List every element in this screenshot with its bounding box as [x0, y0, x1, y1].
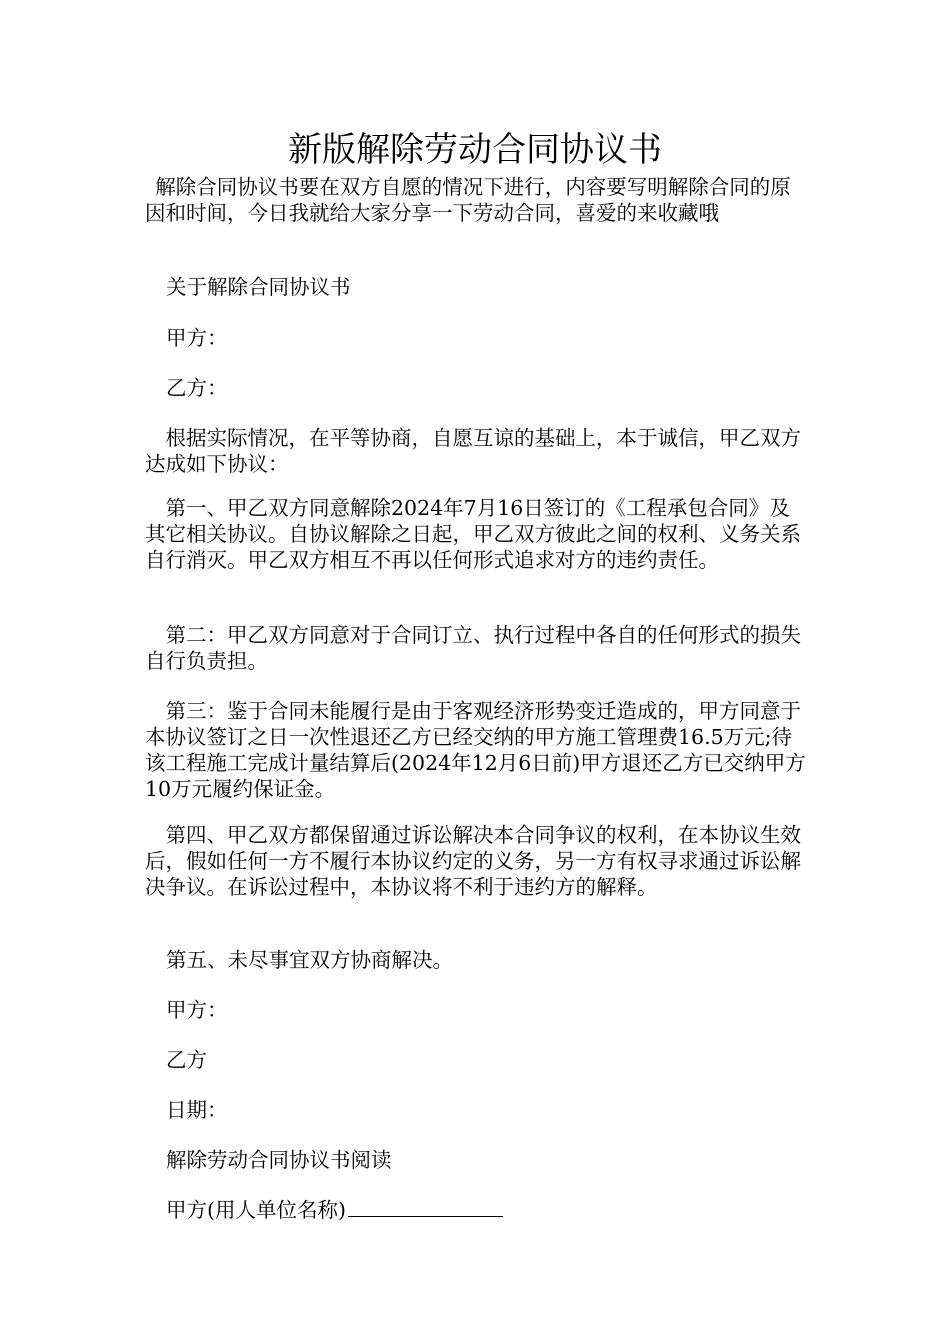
employer-name-label: 甲方(用人单位名称) — [166, 1198, 346, 1222]
reading-heading: 解除劳动合同协议书阅读 — [166, 1148, 392, 1172]
clause-5-paragraph: 第五、未尽事宜双方协商解决。 — [166, 948, 453, 972]
clause-2-paragraph: 第二：甲乙双方同意对于合同订立、执行过程中各自的任何形式的损失自行负责担。 — [145, 623, 801, 673]
intro-paragraph — [145, 174, 810, 226]
intro-text: 解除合同协议书要在双方自愿的情况下进行，内容要写明解除合同的原因和时间，今日我就给大家分享一下劳动合同，喜爱的来收藏哦 — [145, 175, 791, 225]
signature-date-label: 日期： — [166, 1098, 228, 1122]
clause-1-paragraph: 第一、甲乙双方同意解除2024年7月16日签订的《工程承包合同》及其它相关协议。自协议解除之日起，甲乙双方彼此之间的权利、义务关系自行消灭。甲乙双方相互不再以任何形式追求对方的违约责任。 — [145, 496, 801, 572]
signature-party-a-label: 甲方： — [166, 998, 228, 1022]
agreement-heading: 关于解除合同协议书 — [166, 275, 351, 299]
party-b-label: 乙方： — [166, 376, 228, 400]
preamble-paragraph: 根据实际情况，在平等协商，自愿互谅的基础上，本于诚信，甲乙双方达成如下协议： — [145, 426, 801, 476]
signature-party-b-label: 乙方 — [166, 1048, 207, 1072]
employer-name-blank[interactable] — [348, 1198, 503, 1217]
clause-3-paragraph: 第三：鉴于合同未能履行是由于客观经济形势变迁造成的，甲方同意于本协议签订之日一次性退还乙方已经交纳的甲方施工管理费16.5万元;待该工程施工完成计量结算后(2024年12月6日前)甲方退还乙方已交纳甲方10万元履约保证金。 — [145, 699, 806, 801]
document-title: 新版解除劳动合同协议书 — [288, 130, 662, 170]
employer-name-line — [145, 1197, 831, 1223]
clause-4-paragraph: 第四、甲乙双方都保留通过诉讼解决本合同争议的权利，在本协议生效后，假如任何一方不履行本协议约定的义务，另一方有权寻求通过诉讼解决争议。在诉讼过程中，本协议将不利于违约方的解释。 — [145, 823, 801, 899]
party-a-label: 甲方： — [166, 326, 228, 350]
